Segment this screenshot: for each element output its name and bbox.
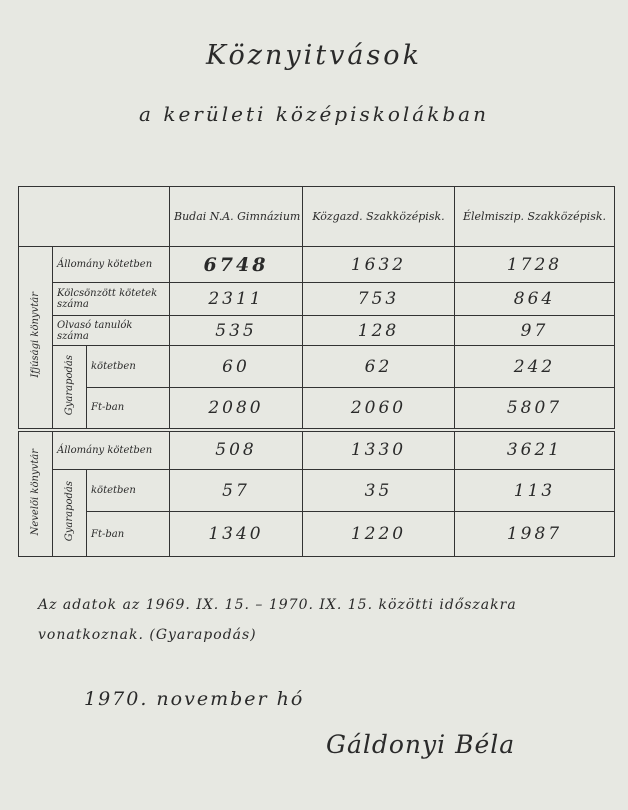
table-cell: 128 [303, 316, 455, 346]
table-cell: 97 [455, 316, 615, 346]
table-cell: 1330 [303, 430, 455, 470]
table-cell: 535 [170, 316, 303, 346]
row-label: Ft-ban [87, 388, 170, 430]
table-cell: 1632 [303, 247, 455, 283]
row-label: Olvasó tanulók száma [53, 316, 170, 346]
row-label: Állomány kötetben [53, 430, 170, 470]
row-label: kötetben [87, 470, 170, 512]
table-cell: 57 [170, 470, 303, 512]
table-header-row [19, 187, 615, 247]
table-cell: 35 [303, 470, 455, 512]
footnote: Az adatok az 1969. IX. 15. – 1970. IX. 15. közötti időszakra vonatkoznak. (Gyarapodás) [38, 597, 517, 643]
row-label: Ft-ban [87, 512, 170, 557]
table-row [19, 430, 615, 470]
column-header: Közgazd. Szakközépisk. [303, 187, 455, 247]
table-cell: 5807 [455, 388, 615, 430]
table-cell: 753 [303, 283, 455, 316]
table-cell: 2311 [170, 283, 303, 316]
table-cell: 3621 [455, 430, 615, 470]
subgroup-label: Gyarapodás [53, 470, 87, 557]
table-cell: 1728 [455, 247, 615, 283]
table-row [19, 316, 615, 346]
row-label: Kölcsönzött kötetek száma [53, 283, 170, 316]
table-cell: 864 [455, 283, 615, 316]
table-cell: 113 [455, 470, 615, 512]
table-row [19, 283, 615, 316]
signature: Gáldonyi Béla [326, 730, 516, 759]
table-row [19, 388, 615, 430]
table-row [19, 512, 615, 557]
column-header: Élelmiszip. Szakközépisk. [455, 187, 615, 247]
statistics-table [18, 186, 614, 556]
page-title: Köznyitvások [206, 40, 422, 71]
table-row [19, 470, 615, 512]
group-label: Ifjúsági könyvtár [19, 247, 53, 430]
table-cell: 62 [303, 346, 455, 388]
table-cell: 1220 [303, 512, 455, 557]
date-line: 1970. november hó [84, 688, 305, 710]
table-cell: 60 [170, 346, 303, 388]
header-corner [19, 187, 170, 247]
table-cell: 2080 [170, 388, 303, 430]
table-row [19, 247, 615, 283]
table-cell: 242 [455, 346, 615, 388]
row-label: Állomány kötetben [53, 247, 170, 283]
table-cell: 1987 [455, 512, 615, 557]
column-header: Budai N.A. Gimnázium [170, 187, 303, 247]
table-row [19, 346, 615, 388]
table-cell: 1340 [170, 512, 303, 557]
table-cell: 2060 [303, 388, 455, 430]
row-label: kötetben [87, 346, 170, 388]
table-cell: 508 [170, 430, 303, 470]
table-cell: 6748 [170, 247, 303, 283]
group-label: Nevelői könyvtár [19, 430, 53, 557]
subgroup-label: Gyarapodás [53, 346, 87, 430]
page-subtitle: a kerületi középiskolákban [139, 102, 489, 126]
